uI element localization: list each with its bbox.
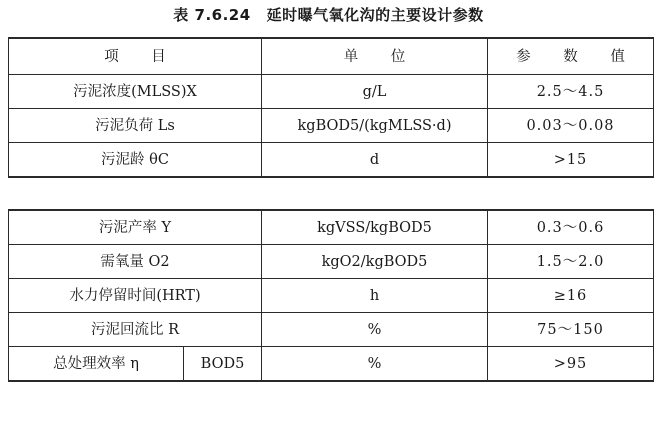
row-item: 污泥龄 θC <box>9 143 262 178</box>
row-item: 需氧量 O2 <box>9 245 262 279</box>
table-row <box>9 75 654 109</box>
row-unit: kgO2/kgBOD5 <box>262 245 488 279</box>
row-unit: % <box>262 313 488 347</box>
row-sub-item: BOD5 <box>184 347 262 382</box>
table-number: 表 7.6.24 <box>173 6 251 24</box>
header-unit: 单 位 <box>262 38 488 75</box>
table-title <box>0 4 657 26</box>
table-row <box>9 245 654 279</box>
row-value: 75～150 <box>488 313 654 347</box>
table-caption: 延时曝气氧化沟的主要设计参数 <box>266 6 484 24</box>
table-row <box>9 313 654 347</box>
row-item: 污泥回流比 R <box>9 313 262 347</box>
table-row <box>9 143 654 178</box>
row-value: 1.5～2.0 <box>488 245 654 279</box>
row-unit: g/L <box>262 75 488 109</box>
row-unit: kgVSS/kgBOD5 <box>262 210 488 245</box>
header-value: 参 数 值 <box>488 38 654 75</box>
row-unit: d <box>262 143 488 178</box>
table-header-row <box>9 38 654 75</box>
table-row <box>9 109 654 143</box>
parameter-table-lower <box>8 209 654 382</box>
row-value: >15 <box>488 143 654 178</box>
row-unit: h <box>262 279 488 313</box>
table-row <box>9 210 654 245</box>
header-item: 项 目 <box>9 38 262 75</box>
row-unit: kgBOD5/(kgMLSS·d) <box>262 109 488 143</box>
row-item: 污泥浓度(MLSS)X <box>9 75 262 109</box>
row-value: 0.3～0.6 <box>488 210 654 245</box>
row-item: 水力停留时间(HRT) <box>9 279 262 313</box>
row-value: >95 <box>488 347 654 382</box>
row-unit: % <box>262 347 488 382</box>
row-item: 污泥产率 Y <box>9 210 262 245</box>
row-value: ≥16 <box>488 279 654 313</box>
row-value: 2.5～4.5 <box>488 75 654 109</box>
row-item: 总处理效率 η <box>9 347 184 382</box>
row-value: 0.03～0.08 <box>488 109 654 143</box>
parameter-table-upper <box>8 37 654 178</box>
table-row <box>9 279 654 313</box>
table-row <box>9 347 654 382</box>
row-item: 污泥负荷 Ls <box>9 109 262 143</box>
